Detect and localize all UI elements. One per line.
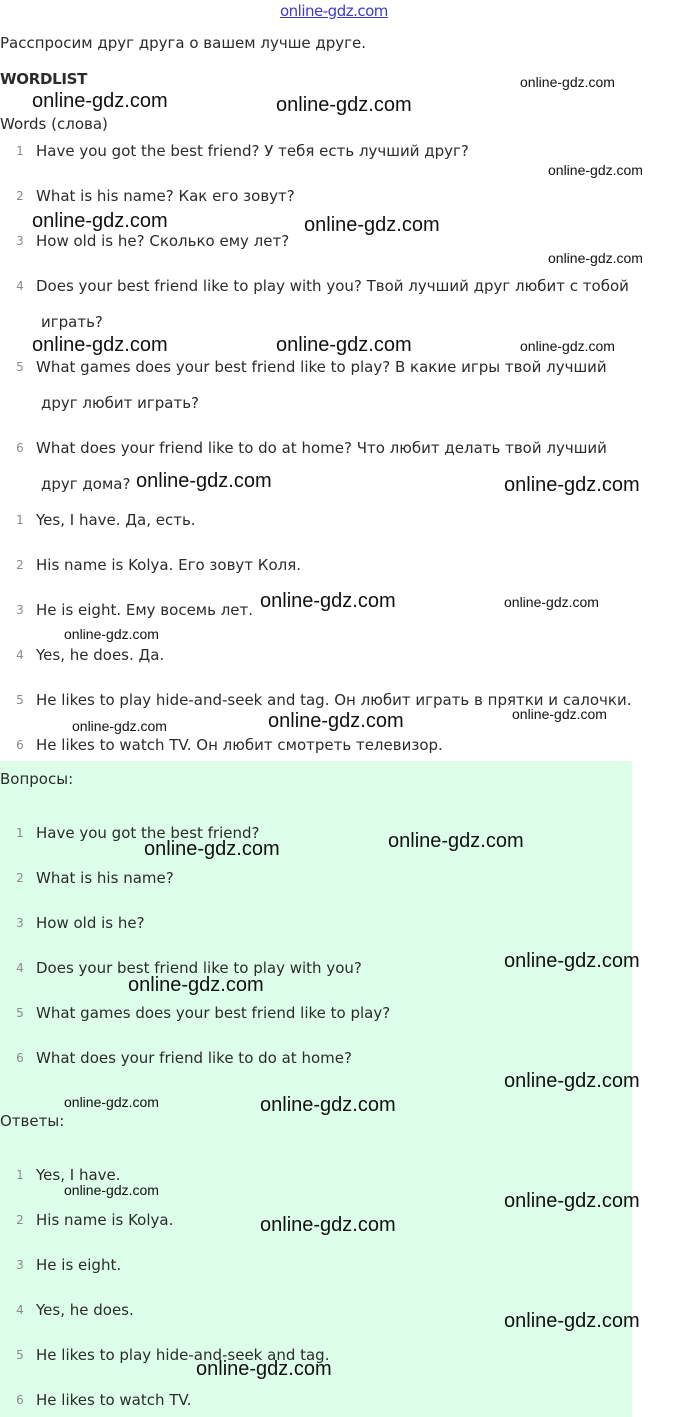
- item-number: 2: [16, 558, 24, 572]
- item-text: How old is he?: [36, 914, 145, 932]
- item-text: What is his name? Как его зовут?: [36, 187, 295, 205]
- intro-text: Расспросим друг друга о вашем лучше друге.: [0, 34, 367, 52]
- item-number: 4: [16, 1303, 24, 1317]
- item-number: 1: [16, 513, 24, 527]
- item-text: He likes to play hide-and-seek and tag. Он любит играть в прятки и салочки.: [36, 691, 632, 709]
- watermark: online-gdz.com: [64, 626, 159, 642]
- watermark: online-gdz.com: [388, 830, 524, 852]
- watermark: online-gdz.com: [276, 334, 412, 356]
- answers-label: Ответы:: [0, 1112, 65, 1130]
- item-text: What games does your best friend like to play?: [36, 1004, 391, 1022]
- item-text: Yes, he does. Да.: [36, 646, 165, 664]
- watermark: online-gdz.com: [304, 214, 440, 236]
- item-number: 4: [16, 279, 24, 293]
- item-number: 4: [16, 648, 24, 662]
- item-number: 2: [16, 189, 24, 203]
- item-text: His name is Kolya. Его зовут Коля.: [36, 556, 302, 574]
- item-text: What games does your best friend like to play? В какие игры твой лучший: [36, 358, 607, 376]
- watermark: online-gdz.com: [64, 1182, 159, 1198]
- watermark: online-gdz.com: [548, 162, 643, 178]
- item-text: Yes, I have.: [36, 1166, 121, 1184]
- item-text: He is eight. Ему восемь лет.: [36, 601, 254, 619]
- watermark: online-gdz.com: [32, 334, 168, 356]
- item-text-continued: друг любит играть?: [41, 394, 200, 412]
- watermark: online-gdz.com: [504, 594, 599, 610]
- item-number: 3: [16, 1258, 24, 1272]
- item-text: What does your friend like to do at home?: [36, 1049, 352, 1067]
- watermark: online-gdz.com: [276, 94, 412, 116]
- item-number: 4: [16, 961, 24, 975]
- item-text: He likes to play hide-and-seek and tag.: [36, 1346, 330, 1364]
- item-number: 5: [16, 693, 24, 707]
- watermark: online-gdz.com: [512, 706, 607, 722]
- watermark: online-gdz.com: [268, 710, 404, 732]
- watermark: online-gdz.com: [504, 1190, 640, 1212]
- item-text: Does your best friend like to play with you? Твой лучший друг любит с тобой: [36, 277, 629, 295]
- watermark: online-gdz.com: [32, 90, 168, 112]
- item-number: 5: [16, 1348, 24, 1362]
- watermark: online-gdz.com: [64, 1094, 159, 1110]
- item-text: What is his name?: [36, 869, 174, 887]
- item-number: 2: [16, 871, 24, 885]
- item-text: Have you got the best friend? У тебя есть лучший друг?: [36, 142, 469, 160]
- words-label: Words (слова): [0, 115, 108, 133]
- item-number: 6: [16, 441, 24, 455]
- watermark: online-gdz.com: [504, 474, 640, 496]
- item-number: 1: [16, 1168, 24, 1182]
- item-number: 1: [16, 826, 24, 840]
- watermark: online-gdz.com: [128, 974, 264, 996]
- watermark: online-gdz.com: [136, 470, 272, 492]
- watermark: online-gdz.com: [260, 590, 396, 612]
- item-text: Yes, I have. Да, есть.: [36, 511, 196, 529]
- site-logo-link[interactable]: online-gdz.com: [280, 2, 388, 20]
- item-text: What does your friend like to do at home? Что любит делать твой лучший: [36, 439, 607, 457]
- watermark: online-gdz.com: [144, 838, 280, 860]
- item-text-continued: друг дома?: [41, 475, 131, 493]
- watermark: online-gdz.com: [32, 210, 168, 232]
- item-text: His name is Kolya.: [36, 1211, 174, 1229]
- item-text-continued: играть?: [41, 313, 103, 331]
- item-text: He likes to watch TV. Он любит смотреть телевизор.: [36, 736, 443, 754]
- item-text: How old is he? Сколько ему лет?: [36, 232, 290, 250]
- watermark: online-gdz.com: [196, 1358, 332, 1380]
- item-number: 1: [16, 144, 24, 158]
- item-text: He likes to watch TV.: [36, 1391, 192, 1409]
- questions-label: Вопросы:: [0, 770, 74, 788]
- watermark: online-gdz.com: [504, 950, 640, 972]
- watermark: online-gdz.com: [260, 1094, 396, 1116]
- item-text: Yes, he does.: [36, 1301, 134, 1319]
- item-number: 3: [16, 234, 24, 248]
- watermark: online-gdz.com: [504, 1310, 640, 1332]
- item-text: Have you got the best friend?: [36, 824, 260, 842]
- watermark: online-gdz.com: [520, 338, 615, 354]
- watermark: online-gdz.com: [260, 1214, 396, 1236]
- watermark: online-gdz.com: [548, 250, 643, 266]
- item-number: 2: [16, 1213, 24, 1227]
- item-number: 3: [16, 916, 24, 930]
- item-number: 5: [16, 360, 24, 374]
- item-text: He is eight.: [36, 1256, 122, 1274]
- watermark: online-gdz.com: [72, 718, 167, 734]
- item-number: 6: [16, 1393, 24, 1407]
- item-number: 6: [16, 738, 24, 752]
- item-text: Does your best friend like to play with you?: [36, 959, 362, 977]
- wordlist-title: WORDLIST: [0, 70, 88, 88]
- watermark: online-gdz.com: [520, 74, 615, 90]
- item-number: 5: [16, 1006, 24, 1020]
- watermark: online-gdz.com: [504, 1070, 640, 1092]
- item-number: 3: [16, 603, 24, 617]
- item-number: 6: [16, 1051, 24, 1065]
